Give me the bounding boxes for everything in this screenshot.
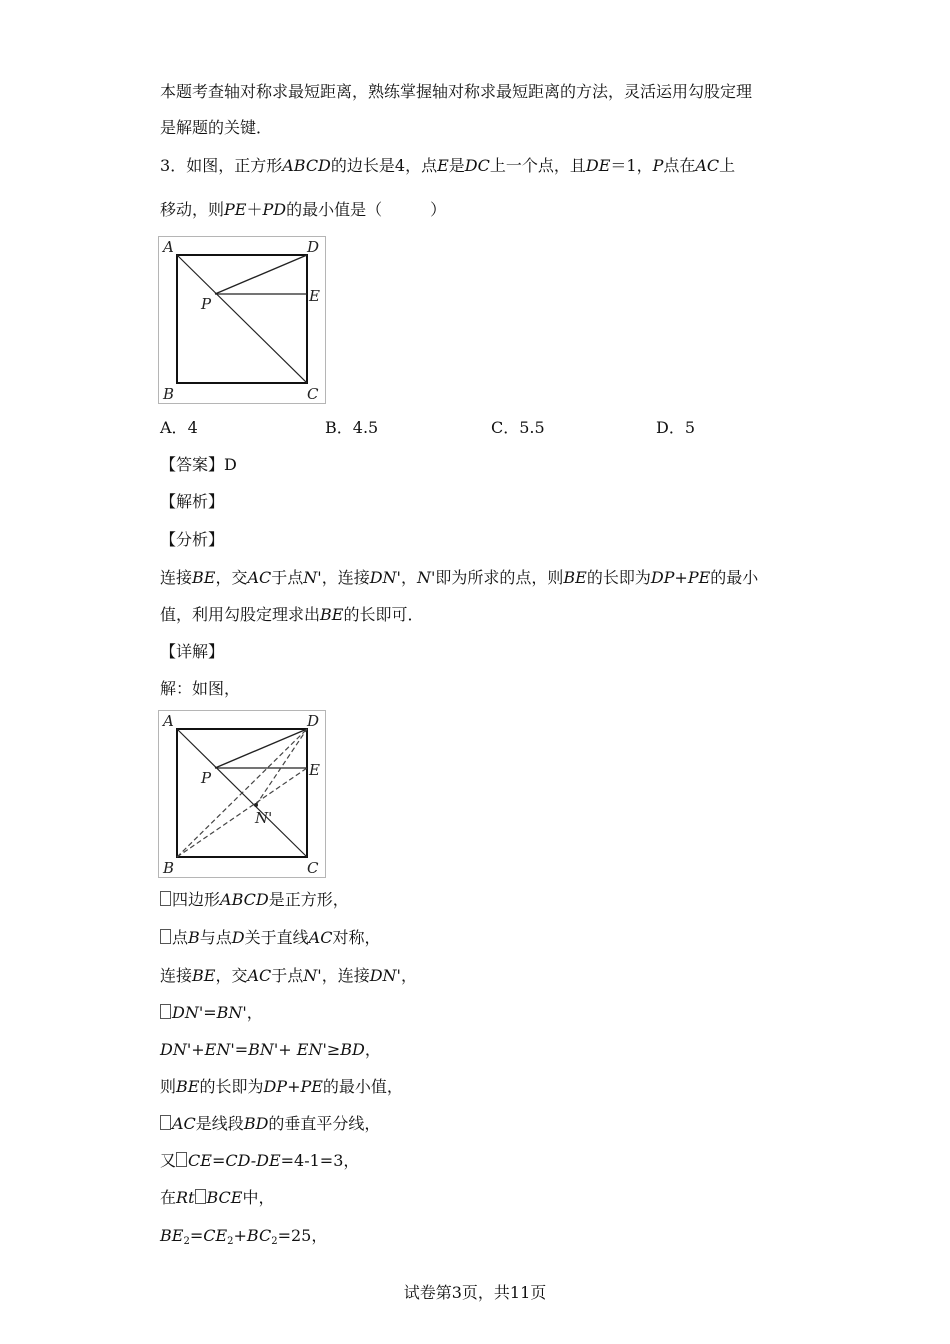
t: 中，	[242, 1188, 275, 1207]
q-text: ．如图，正方形	[170, 156, 283, 175]
because-symbol	[176, 1152, 187, 1167]
v: DN'	[369, 966, 401, 985]
v: DP+PE	[650, 568, 711, 587]
q-text: ＝1，	[610, 156, 653, 175]
v: AC	[247, 568, 272, 587]
label-b: B	[163, 385, 175, 403]
solution-figure	[158, 710, 326, 878]
q-var: PD	[262, 200, 287, 219]
t: 又	[160, 1151, 177, 1170]
t: =4-1=3，	[280, 1151, 360, 1170]
t: ，	[400, 966, 417, 985]
t: 的垂直平分线，	[268, 1114, 381, 1133]
t: 连接	[160, 568, 193, 587]
v: BE	[563, 568, 587, 587]
triangle-symbol	[195, 1189, 206, 1204]
option-value: 4	[187, 418, 198, 437]
t: =25，	[277, 1226, 328, 1245]
label-p: P	[201, 295, 212, 313]
v: BD	[243, 1114, 269, 1133]
therefore-symbol	[160, 1004, 171, 1019]
v: N'	[303, 966, 322, 985]
t: 点	[172, 928, 189, 947]
exponent: 2	[227, 1236, 234, 1247]
fenxi-line-2	[160, 605, 423, 625]
v: BE	[176, 1077, 200, 1096]
option-letter: A．	[160, 418, 188, 437]
t: 值，利用勾股定理求出	[160, 605, 321, 624]
t: 于点	[271, 568, 304, 587]
step-9	[160, 1188, 275, 1208]
question-line-1	[160, 156, 735, 176]
option-letter: D．	[656, 418, 685, 437]
step-5	[160, 1040, 381, 1060]
t: 的最小	[710, 568, 759, 587]
answer-label: 【答案】	[160, 455, 225, 474]
v: DN'	[369, 568, 401, 587]
question-number: 3	[160, 156, 171, 175]
jiexi-heading: 【解析】	[160, 492, 225, 511]
v: AC	[308, 928, 333, 947]
v: CE	[203, 1226, 228, 1245]
t: 对称，	[332, 928, 381, 947]
label-e: E	[309, 287, 320, 305]
v: DN'+EN'=BN'+ EN'	[160, 1040, 327, 1059]
v: DP+PE	[263, 1077, 323, 1096]
option-value: 5	[684, 418, 696, 437]
t: 连接	[160, 966, 193, 985]
step-10	[160, 1226, 327, 1252]
step-3	[160, 966, 417, 986]
label-a: A	[163, 712, 174, 730]
t: 在	[160, 1188, 177, 1207]
label-n: N'	[255, 809, 273, 827]
q-text: 是	[448, 156, 465, 175]
t: 是线段	[195, 1114, 244, 1133]
v: Rt	[176, 1188, 195, 1207]
fenxi-heading: 【分析】	[160, 530, 225, 549]
step-1	[160, 890, 349, 910]
q-text: 上	[719, 156, 736, 175]
prev-text-line-1: 本题考查轴对称求最短距离，熟练掌握轴对称求最短距离的方法，灵活运用勾股定理	[160, 82, 753, 101]
t: ，交	[215, 966, 248, 985]
q-var: DC	[464, 156, 490, 175]
v: AC	[172, 1114, 196, 1133]
v: BE	[192, 568, 216, 587]
q-var: ABCD	[282, 156, 331, 175]
diagonal-ac	[177, 255, 307, 383]
prev-text-line-2: 是解题的关键．	[160, 118, 273, 137]
q-text: 的边长是4，点	[330, 156, 438, 175]
label-b: B	[163, 859, 175, 877]
t: 即为所求的点，则	[435, 568, 564, 587]
t: ≥	[326, 1040, 341, 1059]
option-value: 5.5	[519, 418, 545, 437]
t: 的最小值，	[322, 1077, 403, 1096]
therefore-symbol	[160, 891, 171, 906]
v: BE	[320, 605, 344, 624]
segment-pd	[215, 255, 307, 294]
q-text: 点在	[663, 156, 696, 175]
v: BD	[340, 1040, 365, 1059]
option-letter: C．	[491, 418, 520, 437]
t: ，交	[215, 568, 248, 587]
v: CE=CD-DE	[188, 1151, 281, 1170]
t: ，连接	[321, 966, 370, 985]
t: 与点	[199, 928, 232, 947]
t: =	[189, 1226, 204, 1245]
v: DN'=BN'	[172, 1003, 247, 1022]
q-text: 上一个点，且	[489, 156, 586, 175]
label-d: D	[307, 712, 320, 730]
answer-value: D	[224, 455, 237, 474]
option-value: 4.5	[352, 418, 379, 437]
t: 的长即为	[199, 1077, 264, 1096]
option-letter: B．	[325, 418, 353, 437]
label-c: C	[307, 385, 319, 403]
q-text: 移动，则	[160, 200, 225, 219]
label-c: C	[307, 859, 319, 877]
fenxi-line-1	[160, 568, 758, 588]
therefore-symbol	[160, 1115, 171, 1130]
square-diagram	[159, 237, 325, 403]
label-p: P	[201, 769, 212, 787]
question-line-2	[160, 200, 446, 220]
t: 四边形	[172, 890, 221, 909]
v: N'	[416, 568, 436, 587]
v: AC	[247, 966, 272, 985]
v: B	[188, 928, 200, 947]
q-var: PE	[224, 200, 247, 219]
v: BCE	[206, 1188, 243, 1207]
v: BE	[192, 966, 216, 985]
question-figure	[158, 236, 326, 404]
therefore-symbol	[160, 929, 171, 944]
solution-diagram	[159, 711, 325, 877]
q-var: E	[437, 156, 449, 175]
t: ，	[364, 1040, 381, 1059]
step-6	[160, 1077, 403, 1097]
step-4	[160, 1003, 263, 1023]
label-e: E	[309, 761, 320, 779]
exponent: 2	[183, 1236, 190, 1247]
xiangjie-intro: 解：如图，	[160, 679, 241, 698]
xiangjie-heading: 【详解】	[160, 642, 225, 661]
label-d: D	[307, 238, 320, 256]
q-var: AC	[695, 156, 720, 175]
option-a	[160, 418, 198, 438]
step-7	[160, 1114, 380, 1134]
t: 于点	[271, 966, 304, 985]
t: ，连接	[321, 568, 370, 587]
answer-line	[160, 455, 237, 475]
t: 的长即为	[586, 568, 651, 587]
option-d	[656, 418, 695, 438]
t: ，	[400, 568, 417, 587]
v: BE	[160, 1226, 184, 1245]
q-text: 的最小值是（ ）	[286, 200, 447, 219]
step-2	[160, 928, 380, 948]
t: 是正方形，	[268, 890, 349, 909]
q-var: P	[652, 156, 664, 175]
step-8	[160, 1151, 359, 1171]
t: 关于直线	[244, 928, 309, 947]
exponent: 2	[271, 1236, 278, 1247]
q-text: ＋	[246, 200, 263, 219]
t: +	[233, 1226, 247, 1245]
v: ABCD	[220, 890, 269, 909]
label-a: A	[163, 238, 174, 256]
v: N'	[303, 568, 322, 587]
t: 的长即可．	[343, 605, 424, 624]
t: ，	[246, 1003, 263, 1022]
v: BC	[246, 1226, 272, 1245]
point-n	[254, 803, 258, 807]
dashed-be	[177, 768, 307, 857]
q-var: DE	[585, 156, 611, 175]
page-footer: 试卷第3页，共11页	[403, 1283, 547, 1302]
v: D	[231, 928, 245, 947]
t: 则	[160, 1077, 177, 1096]
option-c	[491, 418, 545, 438]
option-b	[325, 418, 378, 438]
